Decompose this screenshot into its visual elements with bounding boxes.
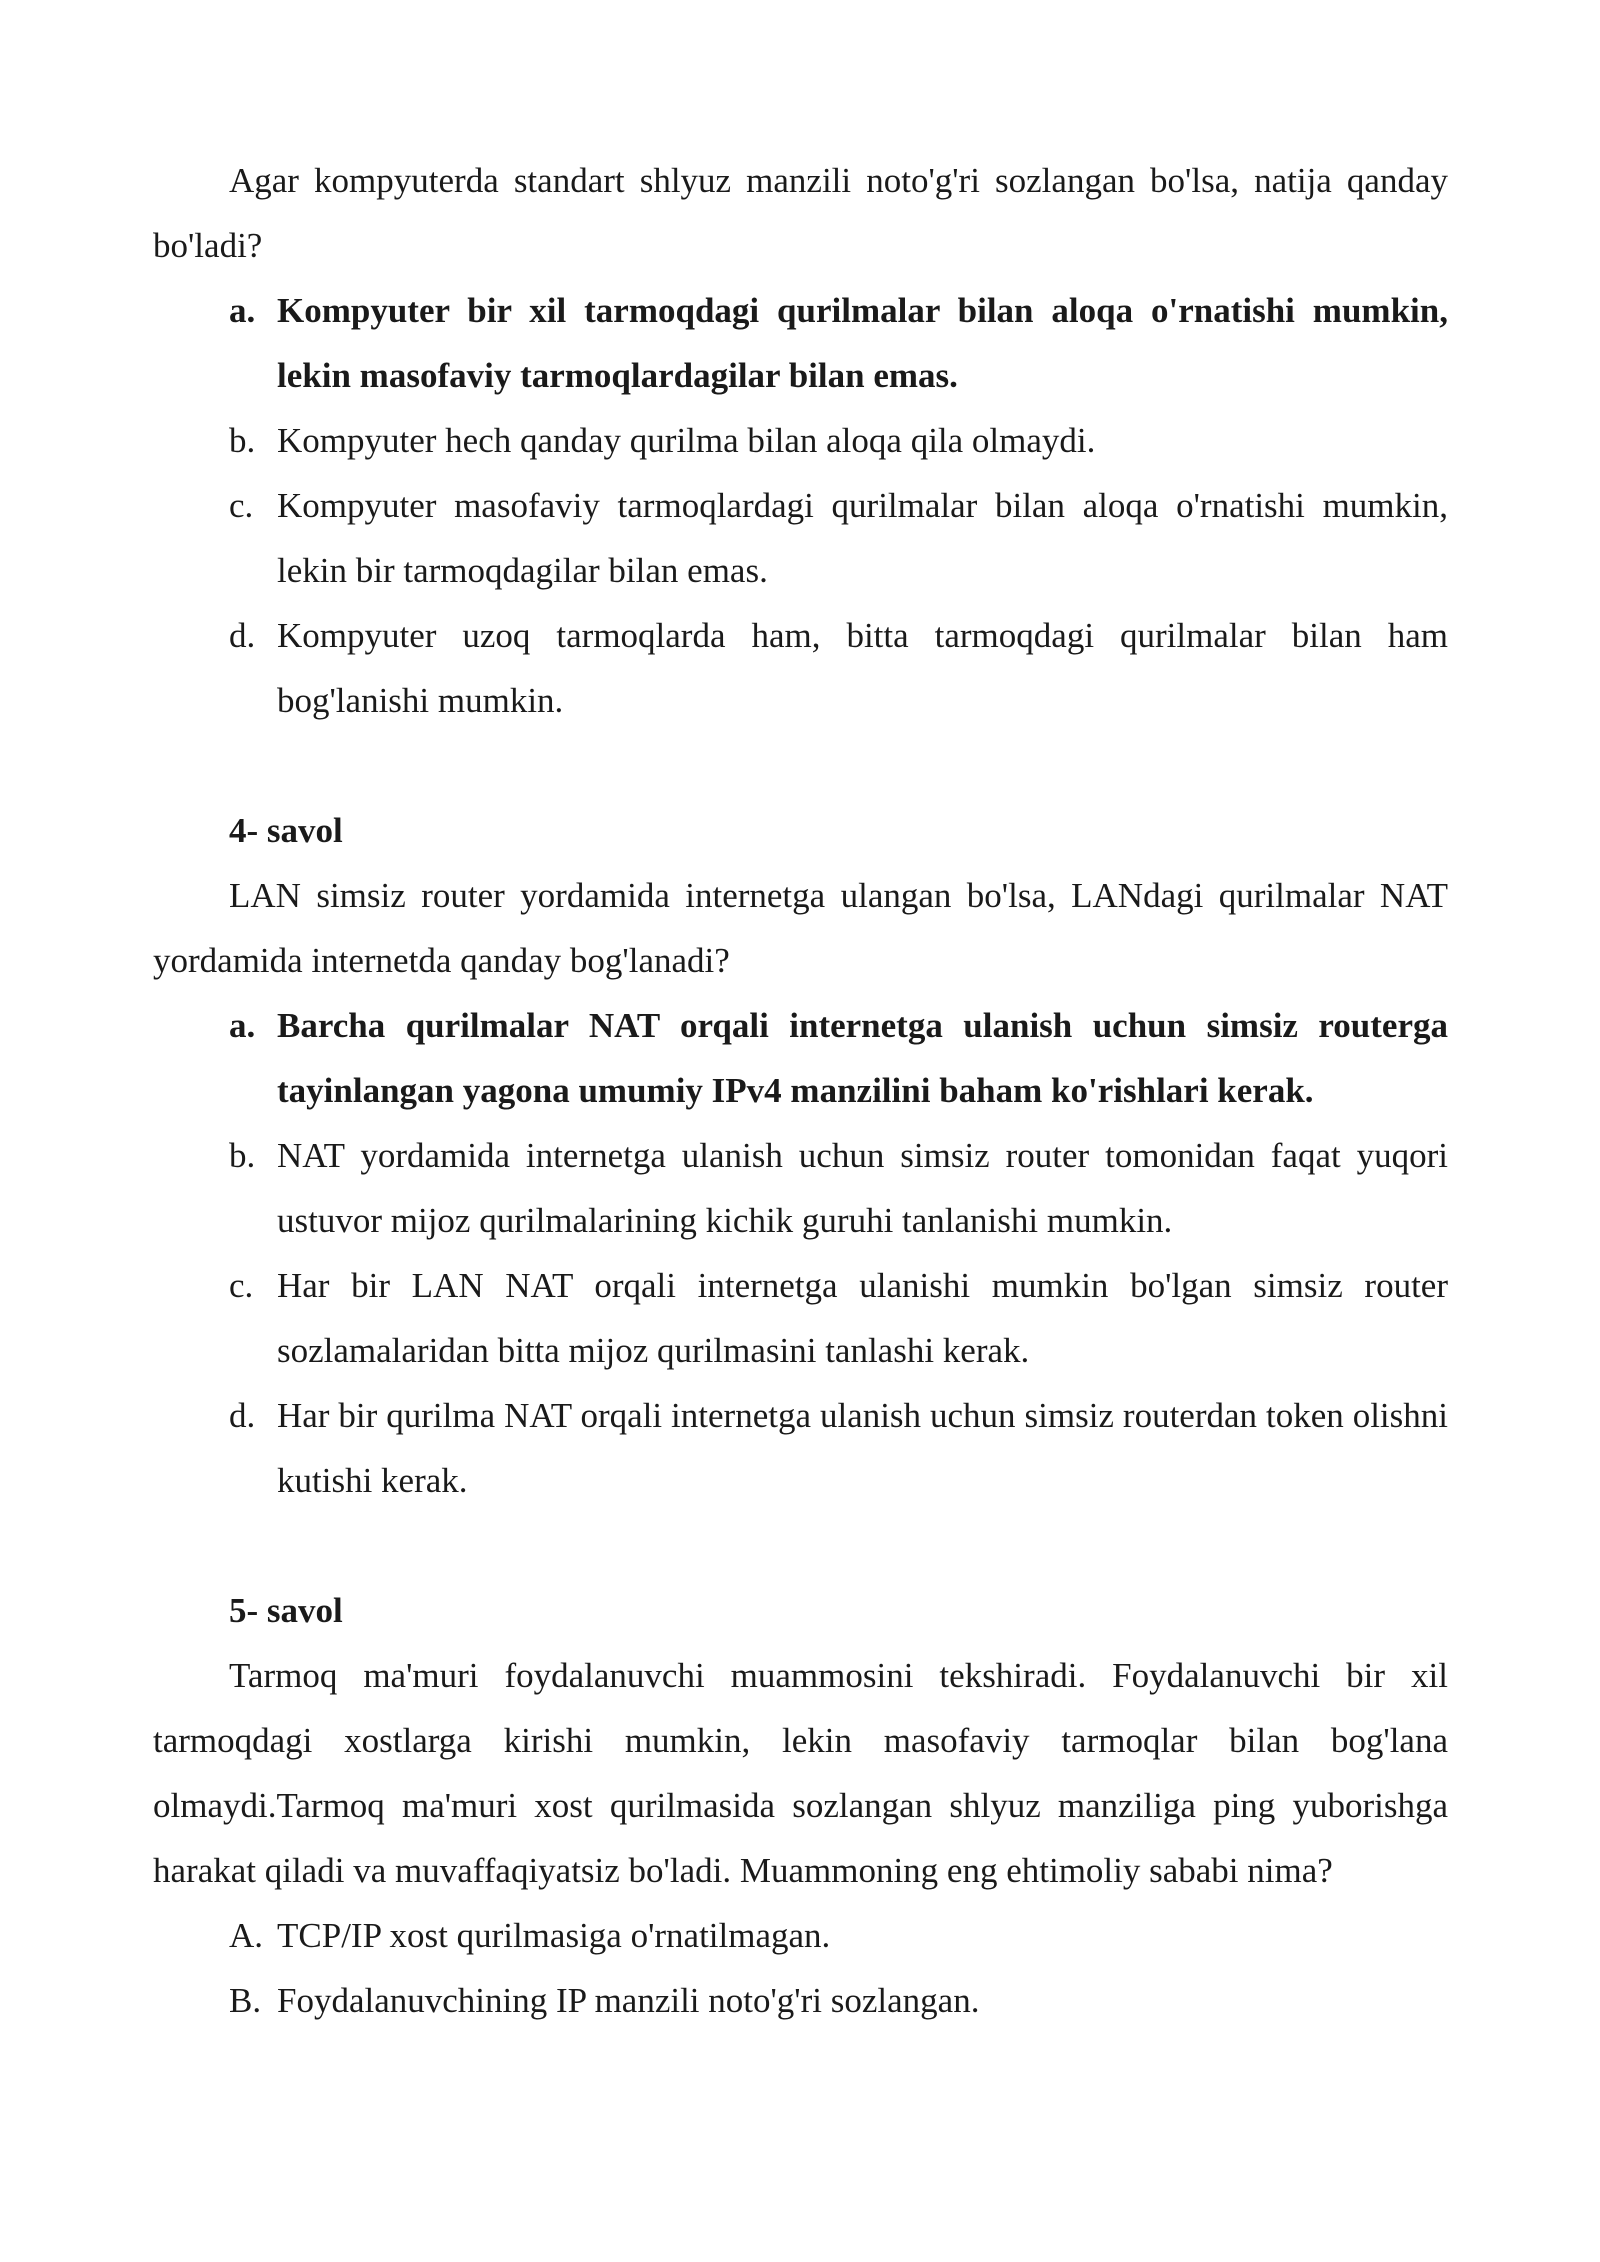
question-3-options bbox=[153, 278, 1448, 733]
question-4-option-c bbox=[153, 1253, 1448, 1383]
question-4-heading: 4- savol bbox=[229, 811, 343, 850]
question-3-option-d bbox=[153, 603, 1448, 733]
option-letter: d. bbox=[229, 1396, 256, 1435]
option-text: Kompyuter masofaviy tarmoqlardagi qurilmalar bilan aloqa o'rnatishi mumkin, lekin bir tarmoqdagilar bilan emas. bbox=[277, 486, 1448, 590]
option-letter: A. bbox=[229, 1916, 264, 1955]
option-letter: B. bbox=[229, 1981, 262, 2020]
option-text: Kompyuter hech qanday qurilma bilan aloqa qila olmaydi. bbox=[277, 421, 1096, 460]
question-5-options bbox=[153, 1903, 1448, 2033]
option-text: Foydalanuvchining IP manzili noto'g'ri sozlangan. bbox=[277, 1981, 980, 2020]
question-4-option-a bbox=[153, 993, 1448, 1123]
question-5-heading: 5- savol bbox=[229, 1591, 343, 1630]
option-letter: c. bbox=[229, 486, 254, 525]
option-letter: c. bbox=[229, 1266, 254, 1305]
option-letter: a. bbox=[229, 291, 256, 330]
question-3-option-b bbox=[153, 408, 1448, 473]
option-letter: d. bbox=[229, 616, 256, 655]
question-4-options bbox=[153, 993, 1448, 1513]
option-text: NAT yordamida internetga ulanish uchun simsiz router tomonidan faqat yuqori ustuvor mijoz qurilmalarining kichik guruhi tanlanishi mumkin. bbox=[277, 1136, 1448, 1240]
option-text: Barcha qurilmalar NAT orqali internetga ulanish uchun simsiz routerga tayinlangan yagona umumiy IPv4 manzilini baham ko'rishlari kerak. bbox=[277, 1006, 1448, 1110]
question-5 bbox=[153, 1578, 1448, 2033]
document-page bbox=[153, 148, 1448, 2033]
question-3-option-c bbox=[153, 473, 1448, 603]
question-3-option-a bbox=[153, 278, 1448, 408]
option-text: Har bir LAN NAT orqali internetga ulanishi mumkin bo'lgan simsiz router sozlamalaridan bitta mijoz qurilmasini tanlashi kerak. bbox=[277, 1266, 1448, 1370]
option-text: TCP/IP xost qurilmasiga o'rnatilmagan. bbox=[277, 1916, 831, 1955]
option-text: Kompyuter uzoq tarmoqlarda ham, bitta tarmoqdagi qurilmalar bilan ham bog'lanishi mumkin. bbox=[277, 616, 1448, 720]
question-5-option-b bbox=[153, 1968, 1448, 2033]
question-3 bbox=[153, 148, 1448, 733]
question-4-text: LAN simsiz router yordamida internetga ulangan bo'lsa, LANdagi qurilmalar NAT yordamida internetda qanday bog'lanadi? bbox=[153, 876, 1448, 980]
question-3-text: Agar kompyuterda standart shlyuz manzili noto'g'ri sozlangan bo'lsa, natija qanday bo'ladi? bbox=[153, 161, 1448, 265]
option-letter: b. bbox=[229, 421, 256, 460]
question-4 bbox=[153, 798, 1448, 1513]
option-letter: a. bbox=[229, 1006, 256, 1045]
option-text: Har bir qurilma NAT orqali internetga ulanish uchun simsiz routerdan token olishni kutishi kerak. bbox=[277, 1396, 1448, 1500]
question-4-option-b bbox=[153, 1123, 1448, 1253]
option-letter: b. bbox=[229, 1136, 256, 1175]
question-4-option-d bbox=[153, 1383, 1448, 1513]
question-5-text: Tarmoq ma'muri foydalanuvchi muammosini tekshiradi. Foydalanuvchi bir xil tarmoqdagi xostlarga kirishi mumkin, lekin masofaviy tarmoqlar bilan bog'lana olmaydi.Tarmoq ma'muri xost qurilmasida sozlangan shlyuz manziliga ping yuborishga harakat qiladi va muvaffaqiyatsiz bo'ladi. Muammoning eng ehtimoliy sababi nima? bbox=[153, 1656, 1448, 1890]
question-5-option-a bbox=[153, 1903, 1448, 1968]
option-text: Kompyuter bir xil tarmoqdagi qurilmalar bilan aloqa o'rnatishi mumkin, lekin masofaviy tarmoqlardagilar bilan emas. bbox=[277, 291, 1448, 395]
